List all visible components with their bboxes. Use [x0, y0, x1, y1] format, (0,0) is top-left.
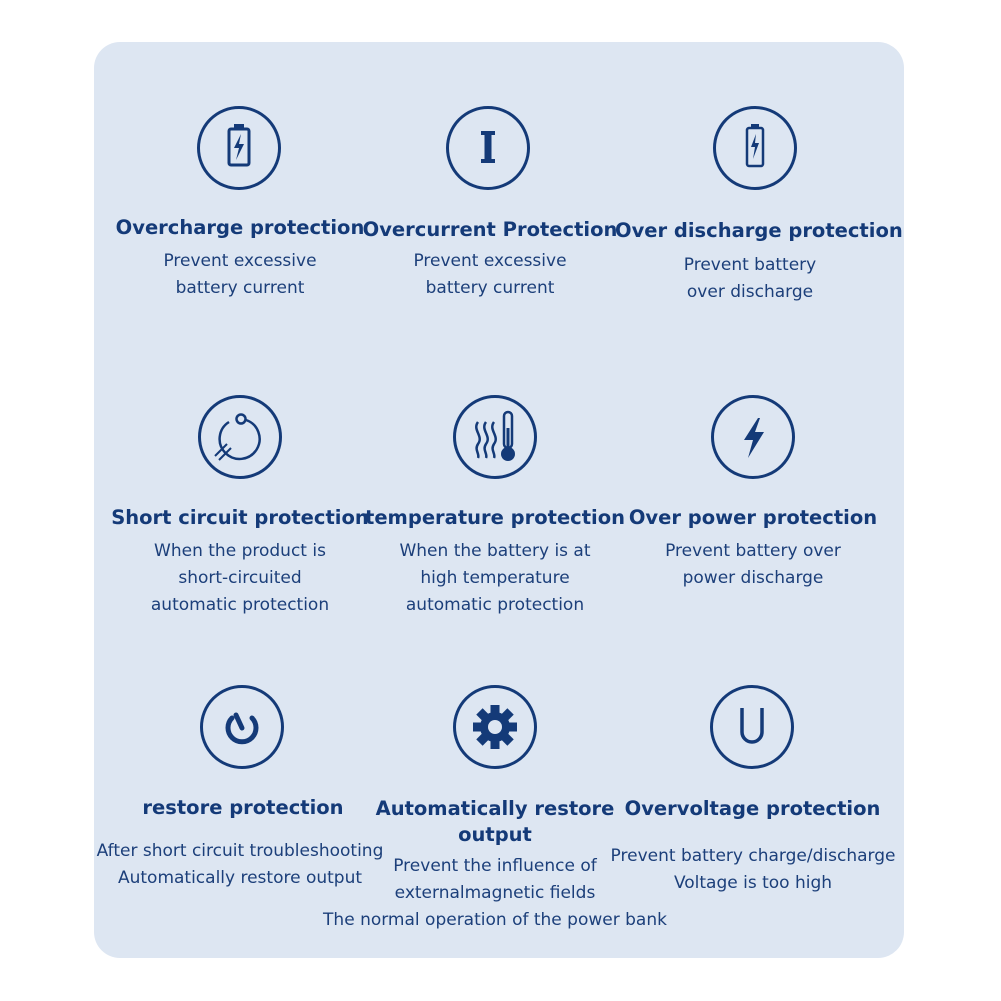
battery-discharge-icon — [713, 106, 797, 190]
short-circuit-desc — [110, 538, 370, 619]
desc-line: Prevent battery over — [665, 541, 841, 561]
overcharge-desc — [110, 248, 370, 302]
desc-line: battery current — [175, 278, 305, 298]
over-discharge-title: Over discharge protection — [615, 219, 903, 242]
over-discharge-desc — [615, 252, 885, 306]
short-circuit-icon — [198, 395, 282, 479]
overvoltage-desc — [598, 843, 908, 897]
over-power-title: Over power protection — [628, 506, 878, 529]
lightning-bolt-icon — [711, 395, 795, 479]
voltage-u-icon — [710, 685, 794, 769]
gear-icon — [453, 685, 537, 769]
desc-line: Prevent the influence of — [393, 856, 597, 876]
desc-line: Prevent battery — [683, 255, 817, 275]
desc-line: When the product is — [154, 541, 326, 561]
title-line: Automatically restore — [375, 797, 615, 820]
temperature-title: temperature protection — [365, 506, 626, 529]
restore-power-icon — [200, 685, 284, 769]
overcurrent-title: Overcurrent Protection — [362, 218, 618, 241]
desc-line: Prevent excessive — [163, 251, 317, 271]
overvoltage-title: Overvoltage protection — [624, 797, 881, 820]
desc-line: After short circuit troubleshooting — [96, 841, 384, 861]
desc-line: power discharge — [682, 568, 824, 588]
desc-line: When the battery is at — [399, 541, 591, 561]
desc-line: over discharge — [686, 282, 814, 302]
desc-line: Prevent battery charge/discharge — [610, 846, 896, 866]
desc-line: automatic protection — [405, 595, 585, 615]
desc-line: high temperature — [420, 568, 570, 588]
battery-charge-icon — [197, 106, 281, 190]
desc-line: The normal operation of the power bank — [323, 910, 667, 930]
temperature-desc — [365, 538, 625, 619]
short-circuit-title: Short circuit protection — [111, 506, 369, 529]
desc-line: short-circuited — [178, 568, 302, 588]
title-line: output — [458, 823, 532, 846]
desc-line: Prevent excessive — [413, 251, 567, 271]
desc-line: Automatically restore output — [117, 868, 363, 888]
overcurrent-desc — [360, 248, 620, 302]
current-i-icon — [446, 106, 530, 190]
over-power-desc — [623, 538, 883, 592]
desc-line: battery current — [425, 278, 555, 298]
overcharge-title: Overcharge protection — [115, 216, 365, 239]
desc-line: externalmagnetic fields — [394, 883, 596, 903]
desc-line: Voltage is too high — [673, 873, 833, 893]
restore-title: restore protection — [142, 796, 344, 819]
desc-line: automatic protection — [150, 595, 330, 615]
thermometer-icon — [453, 395, 537, 479]
auto-restore-title — [365, 796, 625, 848]
